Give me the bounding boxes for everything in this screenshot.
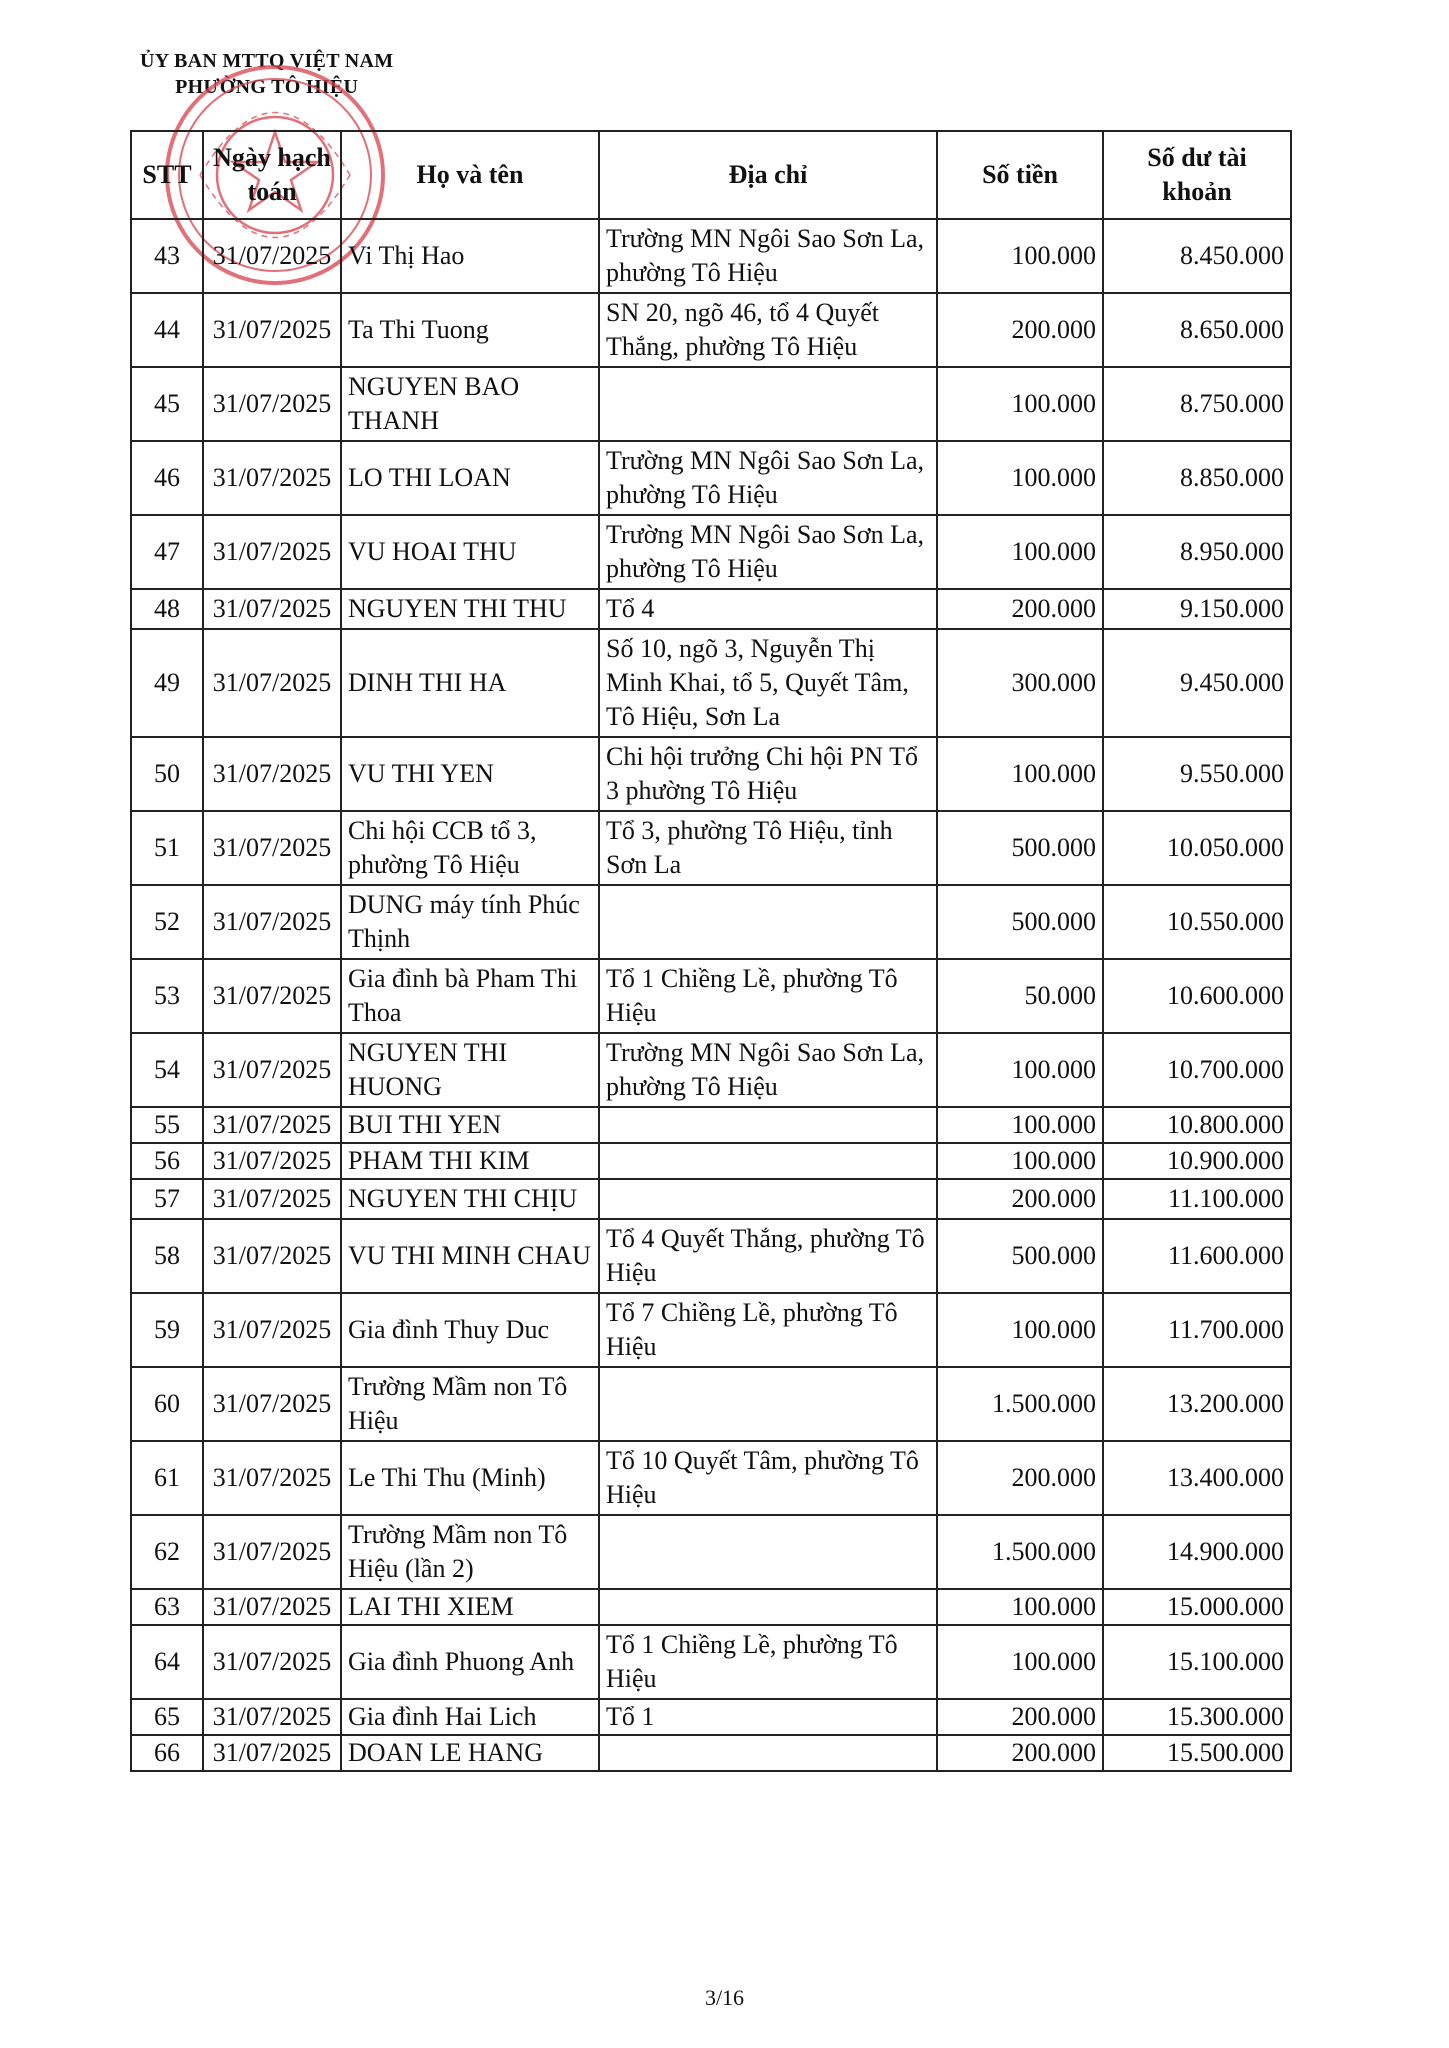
date-cell: 31/07/2025 [203,1143,341,1179]
stt-cell: 61 [131,1441,203,1515]
address-cell [599,367,937,441]
date-cell: 31/07/2025 [203,1625,341,1699]
table-row [131,293,1291,367]
table-row [131,737,1291,811]
address-cell [599,1143,937,1179]
stt-cell: 62 [131,1515,203,1589]
address-cell: Tổ 10 Quyết Tâm, phường Tô Hiệu [599,1441,937,1515]
name-cell: BUI THI YEN [341,1107,599,1143]
balance-cell: 8.950.000 [1103,515,1291,589]
address-cell [599,1589,937,1625]
address-cell: Trường MN Ngôi Sao Sơn La, phường Tô Hiệu [599,441,937,515]
table-row [131,629,1291,737]
address-cell: Số 10, ngõ 3, Nguyễn Thị Minh Khai, tổ 5, Quyết Tâm, Tô Hiệu, Sơn La [599,629,937,737]
amount-cell: 500.000 [937,811,1103,885]
table-row [131,1735,1291,1771]
table-row [131,441,1291,515]
date-cell: 31/07/2025 [203,293,341,367]
name-cell: Gia đình Phuong Anh [341,1625,599,1699]
amount-cell: 100.000 [937,1625,1103,1699]
balance-cell: 13.200.000 [1103,1367,1291,1441]
amount-cell: 1.500.000 [937,1515,1103,1589]
amount-cell: 300.000 [937,629,1103,737]
col-header-address: Địa chỉ [599,131,937,219]
name-cell: VU HOAI THU [341,515,599,589]
name-cell: Chi hội CCB tổ 3, phường Tô Hiệu [341,811,599,885]
stt-cell: 56 [131,1143,203,1179]
name-cell: Gia đình Thuy Duc [341,1293,599,1367]
table-row [131,1107,1291,1143]
balance-cell: 13.400.000 [1103,1441,1291,1515]
address-cell: Tổ 1 Chiềng Lề, phường Tô Hiệu [599,1625,937,1699]
table-row [131,1033,1291,1107]
amount-cell: 200.000 [937,1735,1103,1771]
date-cell: 31/07/2025 [203,589,341,629]
address-cell: Tổ 1 [599,1699,937,1735]
date-cell: 31/07/2025 [203,219,341,293]
name-cell: Gia đình Hai Lich [341,1699,599,1735]
page-number: 3/16 [704,1985,745,2010]
org-name: ỦY BAN MTTQ VIỆT NAM [140,50,394,72]
name-cell: NGUYEN THI HUONG [341,1033,599,1107]
stt-cell: 64 [131,1625,203,1699]
date-cell: 31/07/2025 [203,367,341,441]
stt-cell: 46 [131,441,203,515]
amount-cell: 100.000 [937,1143,1103,1179]
col-header-stt: STT [131,131,203,219]
amount-cell: 200.000 [937,1441,1103,1515]
ward-name: PHƯỜNG TÔ HIỆU [175,76,359,98]
name-cell: LAI THI XIEM [341,1589,599,1625]
amount-cell: 1.500.000 [937,1367,1103,1441]
donation-ledger-table [130,130,1292,1772]
amount-cell: 200.000 [937,1179,1103,1219]
name-cell: NGUYEN THI THU [341,589,599,629]
name-cell: VU THI YEN [341,737,599,811]
table-row [131,1219,1291,1293]
stt-cell: 43 [131,219,203,293]
stt-cell: 63 [131,1589,203,1625]
balance-cell: 8.750.000 [1103,367,1291,441]
address-cell [599,1107,937,1143]
name-cell: Vi Thị Hao [341,219,599,293]
date-cell: 31/07/2025 [203,629,341,737]
date-cell: 31/07/2025 [203,1441,341,1515]
amount-cell: 100.000 [937,1589,1103,1625]
table-row [131,885,1291,959]
stt-cell: 47 [131,515,203,589]
balance-cell: 9.450.000 [1103,629,1291,737]
date-cell: 31/07/2025 [203,1367,341,1441]
address-cell: Tổ 4 Quyết Thắng, phường Tô Hiệu [599,1219,937,1293]
address-cell: Tổ 7 Chiềng Lề, phường Tô Hiệu [599,1293,937,1367]
table-row [131,1515,1291,1589]
amount-cell: 200.000 [937,1699,1103,1735]
name-cell: DINH THI HA [341,629,599,737]
stt-cell: 49 [131,629,203,737]
address-cell: Tổ 3, phường Tô Hiệu, tỉnh Sơn La [599,811,937,885]
name-cell: LO THI LOAN [341,441,599,515]
balance-cell: 10.900.000 [1103,1143,1291,1179]
table-row [131,1179,1291,1219]
amount-cell: 200.000 [937,589,1103,629]
amount-cell: 100.000 [937,219,1103,293]
address-cell: Trường MN Ngôi Sao Sơn La, phường Tô Hiệu [599,515,937,589]
table-row [131,1143,1291,1179]
balance-cell: 9.150.000 [1103,589,1291,629]
balance-cell: 14.900.000 [1103,1515,1291,1589]
address-cell [599,1179,937,1219]
stt-cell: 59 [131,1293,203,1367]
address-cell [599,885,937,959]
balance-cell: 10.800.000 [1103,1107,1291,1143]
balance-cell: 10.700.000 [1103,1033,1291,1107]
col-header-amount: Số tiền [937,131,1103,219]
stt-cell: 53 [131,959,203,1033]
name-cell: Le Thi Thu (Minh) [341,1441,599,1515]
name-cell: Trường Mầm non Tô Hiệu [341,1367,599,1441]
address-cell [599,1515,937,1589]
amount-cell: 100.000 [937,1293,1103,1367]
table-row [131,1293,1291,1367]
col-header-balance: Số dư tài khoản [1103,131,1291,219]
address-cell: Tổ 1 Chiềng Lề, phường Tô Hiệu [599,959,937,1033]
balance-cell: 11.600.000 [1103,1219,1291,1293]
col-header-posting-date: Ngày hạch toán [203,131,341,219]
address-cell [599,1367,937,1441]
balance-cell: 10.600.000 [1103,959,1291,1033]
stt-cell: 51 [131,811,203,885]
amount-cell: 100.000 [937,737,1103,811]
stt-cell: 52 [131,885,203,959]
address-cell: Trường MN Ngôi Sao Sơn La, phường Tô Hiệu [599,219,937,293]
name-cell: PHAM THI KIM [341,1143,599,1179]
stt-cell: 50 [131,737,203,811]
balance-cell: 15.500.000 [1103,1735,1291,1771]
table-row [131,1625,1291,1699]
amount-cell: 100.000 [937,1033,1103,1107]
table-row [131,589,1291,629]
date-cell: 31/07/2025 [203,1179,341,1219]
stt-cell: 44 [131,293,203,367]
stt-cell: 65 [131,1699,203,1735]
table-row [131,515,1291,589]
date-cell: 31/07/2025 [203,811,341,885]
stt-cell: 58 [131,1219,203,1293]
stt-cell: 66 [131,1735,203,1771]
address-cell: Chi hội trưởng Chi hội PN Tổ 3 phường Tô Hiệu [599,737,937,811]
balance-cell: 8.650.000 [1103,293,1291,367]
table-row [131,1699,1291,1735]
stt-cell: 45 [131,367,203,441]
date-cell: 31/07/2025 [203,959,341,1033]
balance-cell: 15.300.000 [1103,1699,1291,1735]
name-cell: NGUYEN BAO THANH [341,367,599,441]
table-row [131,1367,1291,1441]
balance-cell: 8.450.000 [1103,219,1291,293]
stt-cell: 54 [131,1033,203,1107]
name-cell: DOAN LE HANG [341,1735,599,1771]
amount-cell: 100.000 [937,441,1103,515]
name-cell: Gia đình bà Pham Thi Thoa [341,959,599,1033]
address-cell: Tổ 4 [599,589,937,629]
amount-cell: 50.000 [937,959,1103,1033]
balance-cell: 8.850.000 [1103,441,1291,515]
balance-cell: 15.100.000 [1103,1625,1291,1699]
stt-cell: 48 [131,589,203,629]
name-cell: DUNG máy tính Phúc Thịnh [341,885,599,959]
amount-cell: 100.000 [937,1107,1103,1143]
table-row [131,1441,1291,1515]
table-row [131,367,1291,441]
name-cell: Ta Thi Tuong [341,293,599,367]
balance-cell: 11.700.000 [1103,1293,1291,1367]
balance-cell: 11.100.000 [1103,1179,1291,1219]
table-row [131,959,1291,1033]
date-cell: 31/07/2025 [203,1033,341,1107]
table-header-row [131,131,1291,219]
amount-cell: 100.000 [937,515,1103,589]
balance-cell: 10.050.000 [1103,811,1291,885]
col-header-full-name: Họ và tên [341,131,599,219]
date-cell: 31/07/2025 [203,1219,341,1293]
stt-cell: 55 [131,1107,203,1143]
date-cell: 31/07/2025 [203,1735,341,1771]
balance-cell: 9.550.000 [1103,737,1291,811]
name-cell: NGUYEN THI CHỊU [341,1179,599,1219]
date-cell: 31/07/2025 [203,1293,341,1367]
balance-cell: 10.550.000 [1103,885,1291,959]
name-cell: VU THI MINH CHAU [341,1219,599,1293]
amount-cell: 100.000 [937,367,1103,441]
amount-cell: 200.000 [937,293,1103,367]
stt-cell: 60 [131,1367,203,1441]
table-row [131,219,1291,293]
date-cell: 31/07/2025 [203,1589,341,1625]
address-cell [599,1735,937,1771]
address-cell: SN 20, ngõ 46, tổ 4 Quyết Thắng, phường Tô Hiệu [599,293,937,367]
table-row [131,811,1291,885]
amount-cell: 500.000 [937,885,1103,959]
date-cell: 31/07/2025 [203,1699,341,1735]
date-cell: 31/07/2025 [203,515,341,589]
date-cell: 31/07/2025 [203,1515,341,1589]
balance-cell: 15.000.000 [1103,1589,1291,1625]
date-cell: 31/07/2025 [203,737,341,811]
date-cell: 31/07/2025 [203,1107,341,1143]
date-cell: 31/07/2025 [203,885,341,959]
date-cell: 31/07/2025 [203,441,341,515]
table-row [131,1589,1291,1625]
address-cell: Trường MN Ngôi Sao Sơn La, phường Tô Hiệu [599,1033,937,1107]
amount-cell: 500.000 [937,1219,1103,1293]
stt-cell: 57 [131,1179,203,1219]
name-cell: Trường Mầm non Tô Hiệu (lần 2) [341,1515,599,1589]
